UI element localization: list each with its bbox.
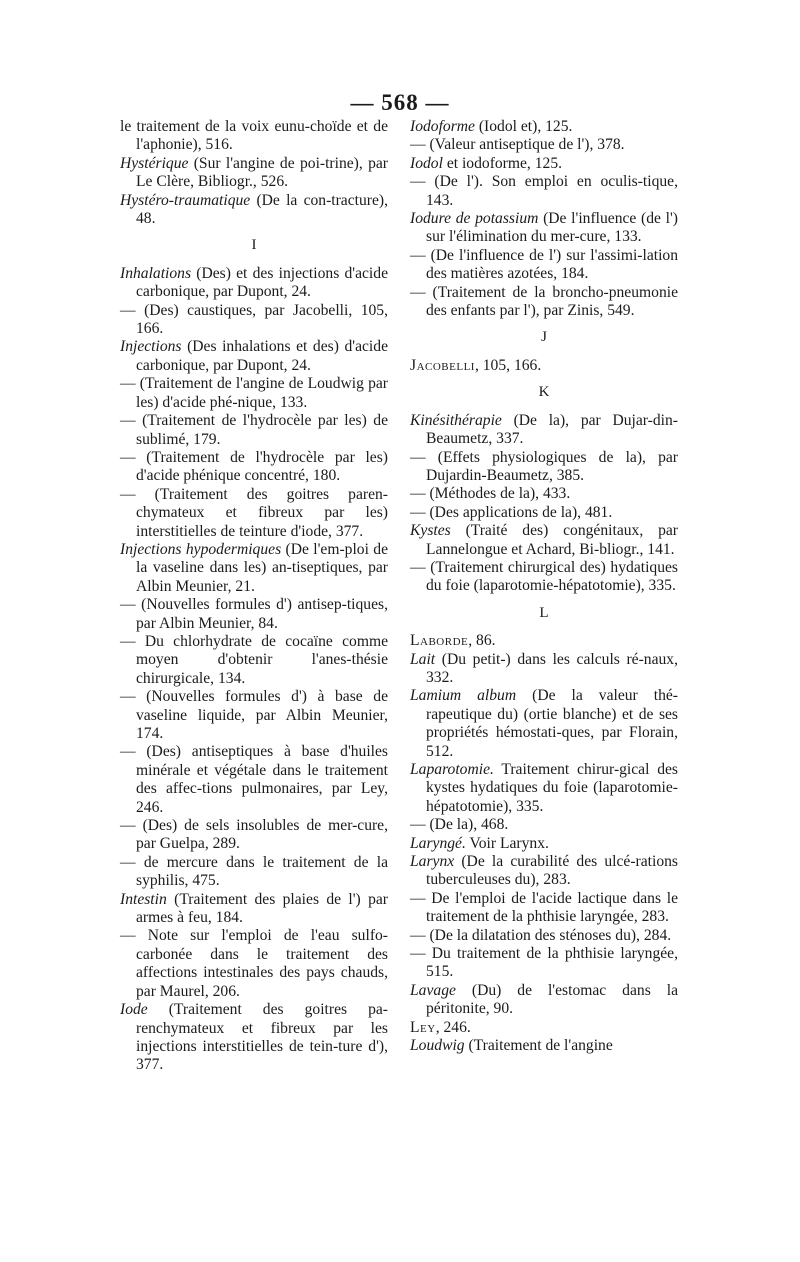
index-entry [120, 449, 388, 486]
entry-author: Jacobelli [410, 356, 475, 374]
entry-text: — De l'emploi de l'acide lactique dans le traitement de la phthisie laryngée, 283. [410, 889, 678, 926]
index-entry [120, 375, 388, 412]
index-entry [120, 338, 388, 375]
entry-text: (De la curabilité des ulcé-rations tuberculeuses du), 283. [426, 853, 678, 889]
index-entry [120, 265, 388, 302]
entry-term: Iodol [410, 154, 443, 172]
entry-term: Loudwig [410, 1037, 465, 1055]
index-entry [120, 155, 388, 192]
entry-term: Hystéro-traumatique [120, 191, 251, 209]
entry-text: (De la con-tracture), 48. [136, 191, 388, 228]
right-column [410, 118, 678, 1056]
entry-text: — Du traitement de la phthisie laryngée, 515. [410, 945, 678, 981]
entry-text: — (Méthodes de la), 433. [410, 485, 571, 503]
entry-text: (Des inhalations et des) d'acide carbonique, par Dupont, 24. [136, 338, 388, 374]
index-entry [410, 155, 678, 173]
index-entry [120, 817, 388, 854]
index-entry [120, 192, 388, 229]
index-entry [120, 688, 388, 743]
entry-term: Iode [120, 1001, 148, 1019]
entry-text: (De l'influence (de l') sur l'élimination du mer-cure, 133. [426, 210, 678, 246]
index-entry [410, 1019, 678, 1037]
entry-term: Injections [120, 338, 182, 356]
entry-text: Traitement chirur-gical des kystes hydatiques du foie (laparotomie-hépatotomie), 335. [426, 761, 678, 815]
index-entry [410, 687, 678, 761]
entry-text: — (Effets physiologiques de la), par Dujardin-Beaumetz, 385. [410, 448, 678, 484]
index-entry [410, 1037, 678, 1055]
entry-text: — (De l'influence de l') sur l'assimi-lation des matières azotées, 184. [410, 246, 678, 283]
entry-text: — (Valeur antiseptique de l'), 378. [410, 136, 625, 154]
entry-text: — (Des applications de la), 481. [410, 503, 613, 521]
index-entry [410, 816, 678, 834]
index-entry [410, 761, 678, 816]
entry-text: (De la valeur thé-rapeutique du) (ortie blanche) et de ses propriétés hémostati-ques, par Florain, 512. [426, 687, 678, 760]
entry-text: — (De la dilatation des sténoses du), 284. [410, 926, 672, 944]
entry-text: (Iodol et), 125. [474, 118, 573, 135]
index-entry [120, 541, 388, 596]
entry-text: , 86. [468, 632, 496, 650]
index-entry [410, 945, 678, 982]
index-entry [120, 302, 388, 339]
index-entry [410, 357, 678, 375]
index-entry [120, 891, 388, 928]
entry-text: — Du chlorhydrate de cocaïne comme moyen d'obtenir l'anes-thésie chirurgicale, 134. [120, 632, 388, 687]
entry-term: Inhalations [120, 264, 192, 282]
index-entry [120, 486, 388, 541]
section-letter: K [538, 384, 550, 401]
entry-author: Ley [410, 1018, 436, 1036]
entry-term: Laryngé. [410, 834, 466, 852]
entry-text: , 105, 166. [474, 356, 542, 374]
left-column [120, 118, 388, 1075]
page-number: — 568 — [350, 90, 450, 115]
index-entry [410, 927, 678, 945]
index-entry [410, 284, 678, 321]
entry-term: Hystérique [120, 154, 189, 172]
entry-text: et iodoforme, 125. [442, 154, 563, 172]
entry-text: (Sur l'angine de poi-trine), par Le Clère, Bibliogr., 526. [136, 154, 388, 191]
section-letter: J [541, 329, 547, 346]
entry-term: Lamium album [410, 687, 517, 705]
entry-text: — (Nouvelles formules d') antisep-tiques, par Albin Meunier, 84. [120, 596, 388, 632]
entry-text: (Traitement de l'angine [464, 1037, 613, 1055]
entry-term: Kystes [410, 522, 451, 540]
index-entry [410, 632, 678, 650]
index-entry [120, 743, 388, 817]
entry-author: Laborde [410, 632, 469, 650]
entry-text: (Du) de l'estomac dans la péritonite, 90. [426, 981, 678, 1018]
index-entry [410, 835, 678, 853]
entry-term: Injections hypodermiques [120, 540, 282, 558]
index-entry [410, 982, 678, 1019]
index-entry [410, 890, 678, 927]
index-entry [120, 927, 388, 1001]
index-entry [410, 485, 678, 503]
entry-term: Larynx [410, 853, 455, 871]
section-letter: L [539, 604, 549, 621]
index-entry [120, 596, 388, 633]
entry-text: — (Des) de sels insolubles de mer-cure, par Guelpa, 289. [120, 817, 388, 853]
index-entry [410, 247, 678, 284]
index-entry [410, 412, 678, 449]
entry-term: Iodure de potassium [410, 210, 539, 228]
entry-text: (Du petit-) dans les calculs ré-naux, 332. [426, 650, 678, 686]
entry-term: Iodoforme [410, 118, 475, 135]
index-entry [410, 136, 678, 154]
entry-term: Lait [410, 650, 436, 668]
entry-term: Laparotomie. [410, 761, 494, 778]
entry-text: (De la), par Dujar-din-Beaumetz, 337. [426, 411, 678, 448]
entry-term: Kinésithérapie [410, 411, 502, 429]
entry-text: — (Traitement des goitres paren-chymateux et fibreux par les) interstitielles de teinture d'iode, 377. [120, 485, 388, 540]
index-entry [120, 854, 388, 891]
entry-text: Voir Larynx. [465, 834, 549, 852]
index-entry [120, 412, 388, 449]
entry-text: — de mercure dans le traitement de la syphilis, 475. [120, 853, 388, 890]
entry-text: — (Traitement de la broncho-pneumonie des enfants par l'), par Zinis, 549. [410, 283, 678, 320]
entry-text: — (De la), 468. [410, 816, 509, 834]
entry-term: Intestin [120, 890, 167, 908]
entry-text: — (Nouvelles formules d') à base de vaseline liquide, par Albin Meunier, 174. [120, 688, 388, 742]
index-entry [410, 651, 678, 688]
entry-text: (Traitement des goitres pa-renchymateux et fibreux par les injections interstitielles de tein-ture d'), 377. [136, 1001, 388, 1074]
entry-term: Lavage [410, 981, 456, 999]
entry-text: — (Des) antiseptiques à base d'huiles minérale et végétale dans le traitement des affec-tions pulmonaires, par Ley, 246. [120, 743, 388, 816]
entry-text: (Des) et des injections d'acide carbonique, par Dupont, 24. [136, 264, 388, 301]
index-entry [120, 1001, 388, 1075]
entry-text: — (Des) caustiques, par Jacobelli, 105, 166. [120, 301, 388, 338]
index-entry [120, 633, 388, 688]
entry-text: , 246. [435, 1018, 471, 1036]
entry-text: — (Traitement de l'hydrocèle par les) de sublimé, 179. [120, 412, 388, 448]
index-entry [410, 522, 678, 559]
entry-text: — Note sur l'emploi de l'eau sulfo-carbonée dans le traitement des affections intestinales des pays chauds, par Maurel, 206. [120, 927, 388, 1000]
index-entry [410, 559, 678, 596]
entry-text: le traitement de la voix eunu-choïde et de l'aphonie), 516. [120, 118, 388, 154]
entry-text: — (Traitement chirurgical des) hydatiques du foie (laparotomie-hépatotomie), 335. [410, 558, 678, 595]
entry-text: (Traitement des plaies de l') par armes à feu, 184. [136, 890, 388, 927]
index-entry [410, 853, 678, 890]
index-entry [410, 504, 678, 522]
entry-text: (Traité des) congénitaux, par Lannelongue et Achard, Bi-bliogr., 141. [426, 522, 678, 558]
section-letter: I [251, 237, 257, 254]
index-entry [410, 449, 678, 486]
index-entry [410, 210, 678, 247]
entry-text: (De l'em-ploi de la vaseline dans les) an-tiseptiques, par Albin Meunier, 21. [136, 540, 388, 595]
entry-text: — (De l'). Son emploi en oculis-tique, 143. [410, 173, 678, 209]
entry-text: — (Traitement de l'angine de Loudwig par les) d'acide phé-nique, 133. [120, 375, 388, 411]
index-entry [410, 118, 678, 136]
index-entry [410, 173, 678, 210]
entry-text: — (Traitement de l'hydrocèle par les) d'acide phénique concentré, 180. [120, 448, 388, 485]
index-entry [120, 118, 388, 155]
